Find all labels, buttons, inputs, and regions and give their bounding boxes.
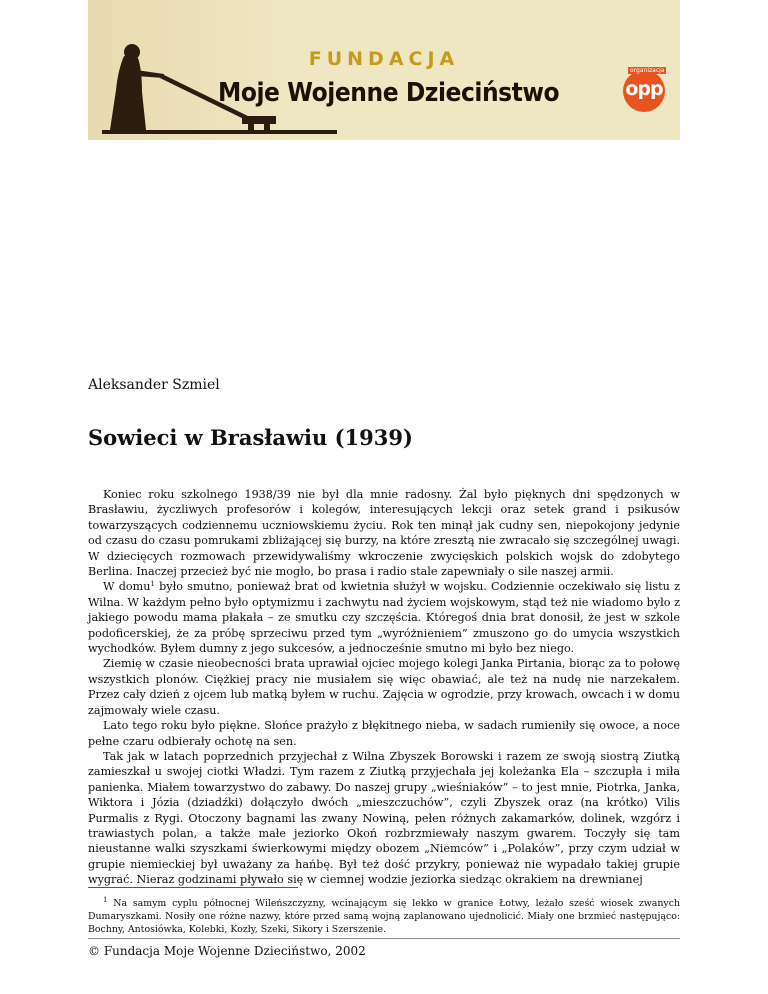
paragraph bbox=[88, 579, 680, 656]
foundation-name-logo: Moje Wojenne Dzieciństwo bbox=[218, 78, 560, 108]
author-name: Aleksander Szmiel bbox=[88, 377, 220, 393]
paragraph: Koniec roku szkolnego 1938/39 nie był dla mnie radosny. Żal było pięknych dni spędzonych w Brasławiu, życzliwych profesorów i kolegów, interesujących lekcji oraz setek grand i psikusów towarzyszących codziennemu uczniowskiemu życiu. Rok ten minął jak cudny sen, niepokojony jedynie od czasu do czasu pomrukami zbliżającej się burzy, na które zresztą nie zwracało się szczególnej uwagi. W dziecięcych rozmowach przewidywaliśmy wkroczenie zwycięskich polskich wojsk do zdobytego Berlina. Inaczej przecież być nie mogło, bo prasa i radio stale zapewniały o sile naszej armii. bbox=[88, 488, 680, 579]
paragraph: Lato tego roku było piękne. Słońce prażyło z błękitnego nieba, w sadach rumieniły się owoce, a noce pełne czaru odbierały ochotę na sen. bbox=[88, 719, 680, 748]
footnote-text: Na samym cyplu północnej Wileńszczyzny, wcinającym się lekko w granice Łotwy, leżało sześć wiosek zwanych Dumaryszkami. Nosiły one różne nazwy, które przed samą wojną zaplanowano ujednolicić. Miały one brzmieć następująco: Bochny, Antosiówka, Kolebki, Kozły, Szeki, Sikory i Szerszenie. bbox=[88, 898, 680, 935]
opp-logo-text: opp bbox=[625, 78, 663, 100]
article-title: Sowieci w Brasławiu (1939) bbox=[88, 425, 413, 450]
paragraph: Tak jak w latach poprzednich przyjechał z Wilna Zbyszek Borowski i razem ze swoją siostrą Ziutką zamieszkał u swojej ciotki Władzi. Tym razem z Ziutką przyjechała jej koleżanka Ela – szczupła i miła panienka. Miałem towarzystwo do zabawy. Do naszej grupy „wieśniaków” – to jest mnie, Piotrka, Janka, Wiktora i Józia (dziadźki) dołączyło dwóch „mieszczuchów”, czyli Zbyszek oraz (na krótko) Vilis Purmalis z Rygi. Otoczony bagnami las zwany Nowiną, pełen różnych zakamarków, dolinek, wzgórz i trawiastych polan, a także małe jeziorko Okoń rozbrzmiewały naszym gwarem. Toczyły się tam nieustanne walki szyszkami świerkowymi między obozem „Niemców” i „Polaków”, przy czym udział w grupie niemieckiej był uważany za hańbę. Był też dość przykry, ponieważ nie wypadało takiej grupie wygrać. Nieraz godzinami pływało się w ciemnej wodzie jeziorka siedząc okrakiem na drewnianej bbox=[88, 749, 680, 887]
copyright-footer: © Fundacja Moje Wojenne Dzieciństwo, 2002 bbox=[88, 944, 366, 958]
paragraph-text: W domu bbox=[103, 580, 151, 594]
foundation-label: FUNDACJA bbox=[308, 48, 460, 70]
footnote-reference[interactable]: 1 bbox=[150, 580, 155, 589]
opp-logo-caption: organizacja bbox=[630, 67, 665, 74]
footnote-number: 1 bbox=[103, 896, 108, 904]
footnote bbox=[88, 897, 680, 936]
paragraph: Ziemię w czasie nieobecności brata uprawiał ojciec mojego kolegi Janka Pirtania, biorąc za to połowę wszystkich plonów. Ciężkiej pracy nie musiałem się więc obawiać, ale też na nudę nie narzekałem. Przez cały dzień z ojcem lub matką byłem w ruchu. Zajęcia w ogrodzie, przy krowach, owcach i w domu zajmowały wiele czasu. bbox=[88, 657, 680, 717]
article-body bbox=[88, 487, 680, 888]
paragraph-text: było smutno, ponieważ brat od kwietnia służył w wojsku. Codziennie oczekiwało się listu z Wilna. W każdym pełno było optymizmu i zachwytu nad życiem wojskowym, stąd też nie wiadomo było z jakiego powodu mama płakała – ze smutku czy szczęścia. Któregoś dnia brat donosił, że jest w szkole podoficerskiej, że za próbę sprzeciwu przed tym „wyróżnieniem” zmuszono go do umycia wszystkich wychodków. Byłem dumny z jego sukcesów, a jednocześnie smutno mi było bez niego. bbox=[88, 580, 680, 656]
footnote-divider bbox=[88, 887, 298, 888]
footer-divider bbox=[88, 938, 680, 939]
header-banner bbox=[88, 0, 680, 140]
